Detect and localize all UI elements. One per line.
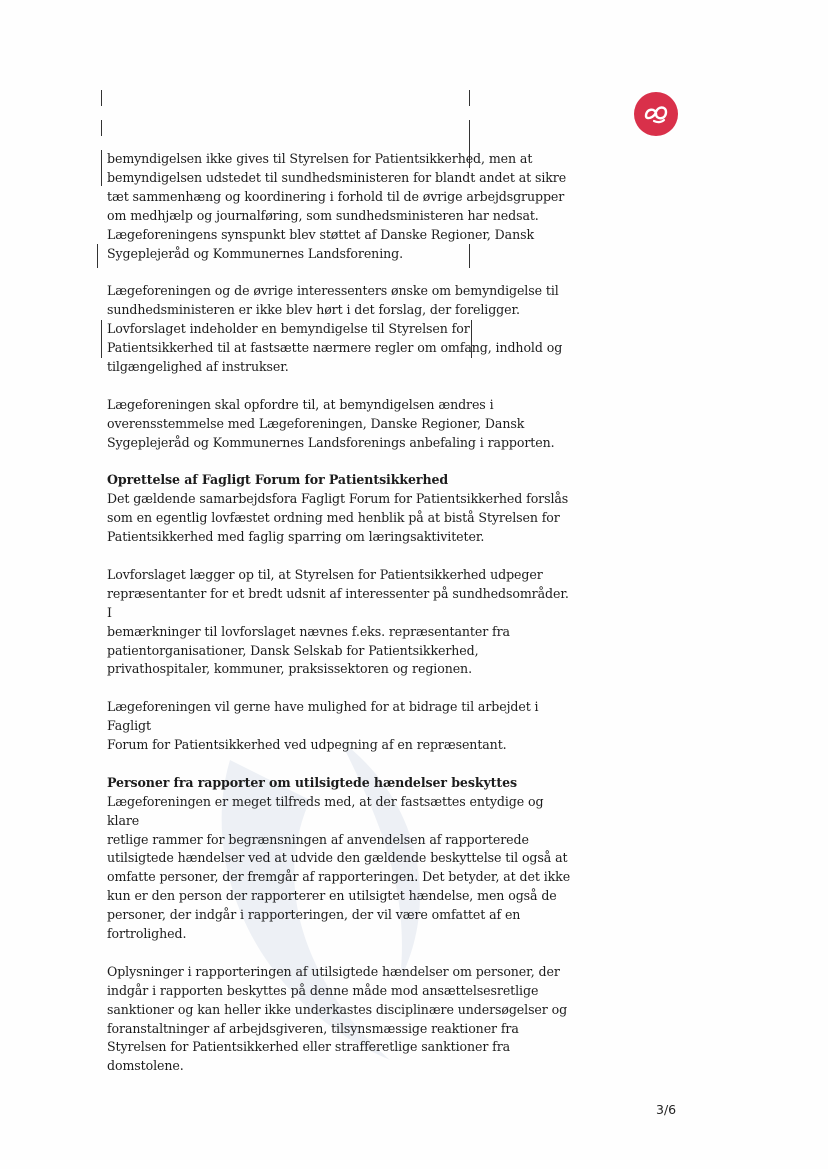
paragraph: Lovforslaget lægger op til, at Styrelsen for Patientsikkerhed udpeger repræsentanter for et bredt udsnit af interessenter på sundhedsområder. I bemærkninger til lovforslaget nævnes f.eks. repræsentanter fra patientorganisationer, Dansk Selskab for Patientsikkerhed, privathospitaler, kommuner, praksissektoren og regionen. [107, 566, 569, 677]
section-heading-personer: Personer fra rapporter om utilsigtede hændelser beskyttes [107, 774, 518, 790]
revision-bar [101, 150, 102, 186]
section-body: Det gældende samarbejdsfora Fagligt Forum for Patientsikkerhed forslås som en egentlig lovfæstet ordning med henblik på at bistå Styrelsen for Patientsikkerhed med faglig sparring om læringsaktiviteter. [107, 491, 569, 545]
paragraph: bemyndigelsen ikke gives til Styrelsen for Patientsikkerhed, men at bemyndigelsen udstedet til sundhedsministeren for blandt andet at sikre tæt sammenhæng og koordinering i forhold til de øvrige arbejdsgrupper om medhjælp og journalføring, som sundhedsministeren har nedsat. Lægeforeningens synspunkt blev støttet af Danske Regioner, Dansk Sygeplejeråd og Kommunernes Landsforening. [107, 151, 567, 261]
logo-icon [634, 92, 678, 136]
revision-bar [469, 90, 470, 106]
section-body: Lægeforeningen er meget tilfreds med, at der fastsættes entydige og klare retlige rammer for begrænsningen af anvendelsen af rapporterede utilsigtede hændelser ved at udvide den gældende beskyttelse til også at omfatte personer, der fremgår af rapporteringen. Det betyder, at det ikke kun er den person der rapporterer en utilsigtet hændelse, men også de personer, der indgår i rapporteringen, der vil være omfattet af en fortrolighed. [107, 793, 571, 942]
paragraph: Lægeforeningen og de øvrige interessenters ønske om bemyndigelse til sundhedsministeren er ikke blev hørt i det forslag, der foreligger. Lovforslaget indeholder en bemyndigelse til Styrelsen for Patientsikkerhed til at fastsætte nærmere regler om omfang, indhold og tilgængelighed af instrukser. [107, 283, 563, 374]
revision-bar [97, 244, 98, 268]
page-number: 3/6 [656, 1102, 677, 1117]
revision-bar [101, 90, 102, 106]
revision-bar [101, 320, 102, 358]
paragraph: Lægeforeningen skal opfordre til, at bemyndigelsen ændres i overensstemmelse med Lægeforeningen, Danske Regioner, Dansk Sygeplejeråd og Kommunernes Landsforenings anbefaling i rapporten. [107, 396, 555, 450]
paragraph: Oplysninger i rapporteringen af utilsigtede hændelser om personer, der indgår i rapporten beskyttes på denne måde mod ansættelsesretlige sanktioner og kan heller ikke underkastes disciplinære undersøgelser og foranstaltninger af arbejdsgiveren, tilsynsmæssige reaktioner fra Styrelsen for Patientsikkerhed eller strafferetlige sanktioner fra domstolene. [107, 963, 568, 1074]
paragraph: Lægeforeningen vil gerne have mulighed for at bidrage til arbejdet i Fagligt Forum for Patientsikkerhed ved udpegning af en repræsentant. [107, 699, 539, 753]
document-body [107, 150, 577, 1095]
section-heading-forum: Oprettelse af Fagligt Forum for Patientsikkerhed [107, 472, 449, 488]
revision-bar [101, 120, 102, 136]
